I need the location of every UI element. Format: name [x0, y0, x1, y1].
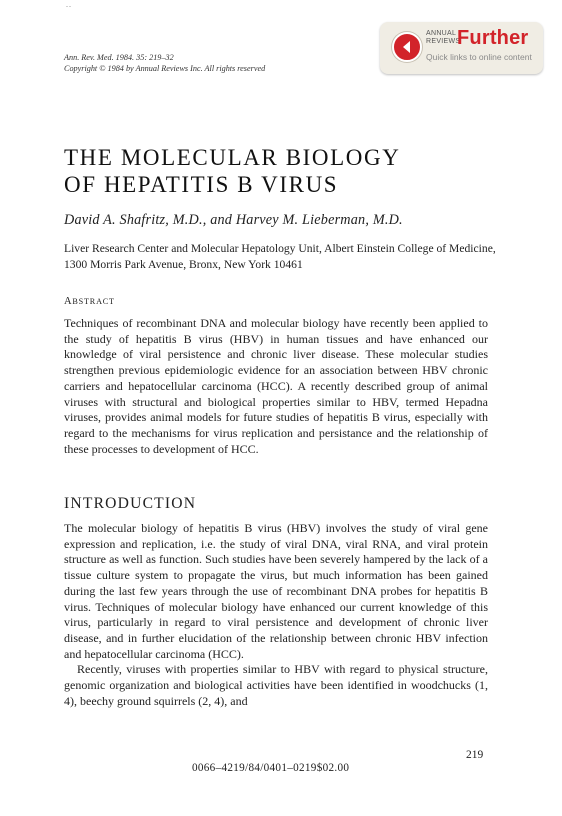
- banner-annual-reviews-label: ANNUAL REVIEWS: [426, 30, 461, 45]
- abstract-heading-initial: A: [64, 296, 73, 307]
- abstract-body: [64, 316, 488, 457]
- citation-line-1: Ann. Rev. Med. 1984. 35: 219–32: [64, 53, 174, 62]
- corner-dots: ..: [66, 0, 72, 9]
- introduction-heading: INTRODUCTION: [64, 495, 197, 512]
- abstract-heading-rest: BSTRACT: [72, 297, 115, 306]
- play-arrow-icon[interactable]: [392, 32, 422, 62]
- title-line-2: OF HEPATITIS B VIRUS: [64, 172, 339, 197]
- intro-paragraph-2: Recently, viruses with properties similar to HBV with regard to physical structure, genomic organization and biological activities have been identified in woodchucks (1, 4), beechy ground squirrels (2, 4), and: [64, 662, 488, 708]
- author-affiliation: Liver Research Center and Molecular Hepatology Unit, Albert Einstein College of Medicine, 1300 Morris Park Avenue, Bronx, New York 10461: [64, 242, 496, 271]
- abstract-heading: [64, 296, 115, 307]
- banner-subtitle[interactable]: Quick links to online content: [426, 52, 532, 62]
- intro-paragraph-1: The molecular biology of hepatitis B virus (HBV) involves the study of viral gene expression and replication, i.e. the study of viral DNA, viral RNA, and viral protein structure as well as function. Such studies have been severely hampered by the lack of a tissue culture system to propagate the virus, but much information has been gained during the last few years through the use of recombinant DNA probes for hepatitis B virus. Techniques of molecular biology have enhanced our current knowledge of this virus, particularly in regard to viral persistence and development of chronic liver disease, and in further elucidation of the relationship between chronic HBV infection and hepatocellular carcinoma (HCC).: [64, 521, 488, 661]
- abstract-paragraph: Techniques of recombinant DNA and molecular biology have recently been applied to the study of hepatitis B virus (HBV) in human tissues and have enhanced our knowledge of viral persistence and chronic liver disease. These molecular studies strengthen previous epidemiologic evidence for an association between HBV chronic carriers and hepatocellular carcinoma (HCC). A recently described group of animal viruses with structural and biological properties similar to HBV, termed Hepadna viruses, provides animal models for future studies of hepatitis B virus, especially with regard to the mechanisms for virus replication and persistance and the relationship of these processes to development of HCC.: [64, 316, 488, 456]
- page-number: 219: [466, 749, 484, 761]
- annual-reviews-further-banner[interactable]: [380, 22, 543, 74]
- article-authors: David A. Shafritz, M.D., and Harvey M. Lieberman, M.D.: [64, 212, 403, 228]
- article-title: [64, 144, 400, 198]
- citation-line-2: Copyright © 1984 by Annual Reviews Inc. All rights reserved: [64, 64, 266, 73]
- banner-further-label: Further: [457, 27, 529, 49]
- journal-citation: [64, 52, 265, 74]
- title-line-1: THE MOLECULAR BIOLOGY: [64, 145, 401, 170]
- introduction-body: [64, 521, 488, 709]
- footer-code: 0066–4219/84/0401–0219$02.00: [192, 762, 350, 774]
